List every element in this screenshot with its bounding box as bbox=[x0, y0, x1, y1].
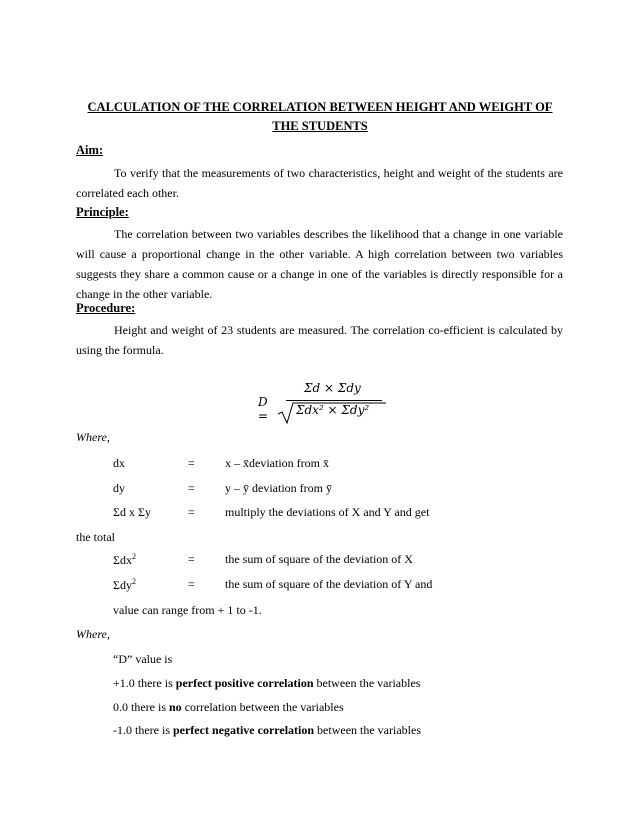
sum-equals: = bbox=[188, 552, 195, 566]
interpretation-line: +1.0 there is perfect positive correlation between the variables bbox=[113, 676, 421, 690]
sum-equals: = bbox=[188, 577, 195, 591]
definition-term: dx bbox=[113, 456, 125, 470]
definition-equals: = bbox=[188, 481, 195, 495]
definition-row bbox=[113, 505, 430, 520]
definition-description: x – x̄deviation from x̄ bbox=[225, 456, 329, 470]
range-text: value can range from + 1 to -1. bbox=[113, 603, 262, 617]
d-value-text: “D” value is bbox=[113, 652, 173, 666]
definition-description: y – ȳ deviation from ȳ bbox=[225, 481, 332, 495]
definition-term: dy bbox=[113, 481, 125, 495]
procedure-text: Height and weight of 23 students are measured. The correlation co-efficient is calculated by using the formula. bbox=[76, 323, 563, 357]
interpretation-emphasis: perfect negative correlation bbox=[172, 723, 315, 737]
aim-heading: Aim: bbox=[76, 143, 104, 157]
aim-text: To verify that the measurements of two characteristics, height and weight of the students are correlated each other. bbox=[76, 166, 563, 200]
sum-row bbox=[113, 552, 413, 568]
the-total-text: the total bbox=[76, 530, 115, 544]
sum-description: the sum of square of the deviation of X bbox=[225, 552, 413, 566]
where-label-2: Where, bbox=[76, 627, 110, 641]
formula-lhs: D = bbox=[258, 395, 269, 423]
formula-numerator: Σd × Σdy bbox=[304, 381, 361, 395]
interpretation-line: -1.0 there is perfect negative correlation between the variables bbox=[113, 723, 421, 737]
definition-row bbox=[113, 481, 332, 496]
interpretation-emphasis: no bbox=[169, 700, 182, 714]
formula-denominator: Σdx² × Σdy² bbox=[296, 403, 370, 417]
principle-heading: Principle: bbox=[76, 205, 129, 219]
sum-term: Σdx$^2$ bbox=[113, 552, 136, 567]
definition-equals: = bbox=[188, 505, 195, 519]
document-title: CALCULATION OF THE CORRELATION BETWEEN HEIGHT AND WEIGHT OF THE STUDENTS bbox=[87, 100, 553, 133]
procedure-heading: Procedure: bbox=[76, 301, 136, 315]
where-label-1: Where, bbox=[76, 430, 110, 444]
sum-row bbox=[113, 577, 433, 593]
definition-term: Σd x Σy bbox=[113, 505, 151, 519]
definition-equals: = bbox=[188, 456, 195, 470]
fraction-bar bbox=[286, 400, 382, 401]
interpretation-line: 0.0 there is no correlation between the variables bbox=[113, 700, 344, 714]
interpretation-emphasis: perfect positive correlation bbox=[175, 676, 314, 690]
definition-row bbox=[113, 456, 329, 471]
sum-term: Σdy$^2$ bbox=[113, 577, 136, 592]
sum-description: the sum of square of the deviation of Y and bbox=[225, 577, 433, 591]
principle-text: The correlation between two variables describes the likelihood that a change in one variable will cause a proportional change in the other variable. A high correlation between two variables suggests they share a common cause or a change in one of the variables is directly responsible for a change in the other variable. bbox=[76, 227, 563, 301]
definition-description: multiply the deviations of X and Y and get bbox=[225, 505, 430, 519]
